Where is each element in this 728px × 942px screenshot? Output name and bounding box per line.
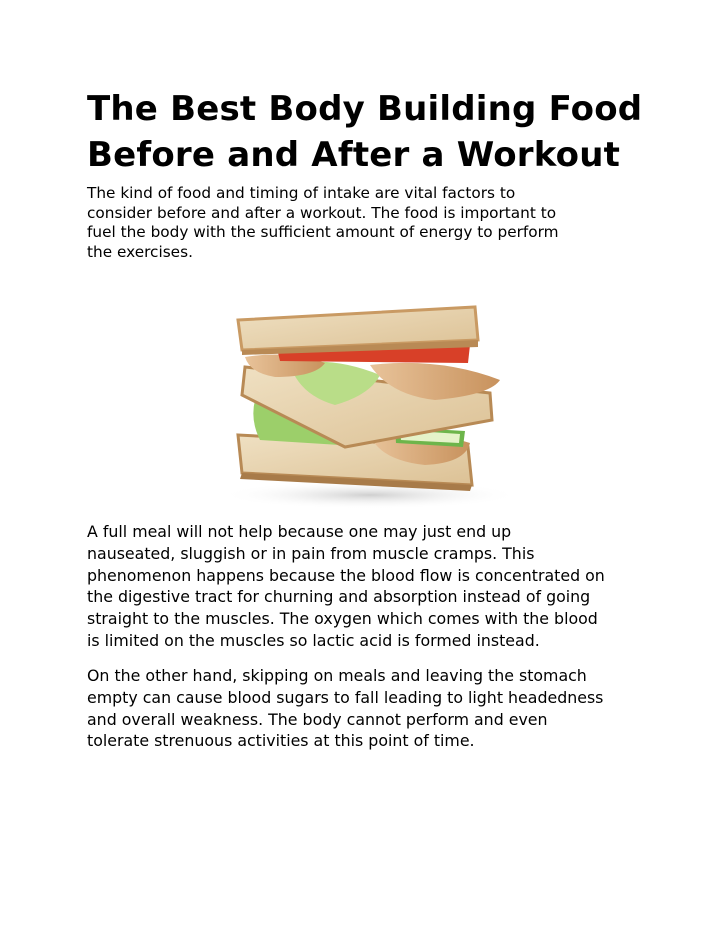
- paragraph-line: On the other hand, skipping on meals and leaving the stomach: [87, 666, 587, 685]
- title-line: Before and After a Workout: [87, 135, 621, 175]
- paragraph-line: consider before and after a workout. The food is important to: [87, 203, 557, 222]
- paragraph-line: The kind of food and timing of intake are vital factors to: [87, 184, 516, 202]
- paragraph-line: the digestive tract for churning and absorption instead of going: [87, 587, 591, 607]
- paragraph-line: and overall weakness. The body cannot perform and even: [87, 709, 548, 729]
- paragraph-line: fuel the body with the sufficient amount of energy to perform: [87, 223, 559, 242]
- paragraph-line: is limited on the muscles so lactic acid is formed instead.: [87, 630, 540, 650]
- body-paragraph: [87, 521, 657, 652]
- paragraph-line: empty can cause blood sugars to fall leading to light headedness: [87, 687, 604, 707]
- paragraph-line: tolerate strenuous activities at this point of time.: [87, 731, 475, 751]
- paragraph-line: nauseated, sluggish or in pain from muscle cramps. This: [87, 543, 535, 563]
- title-line: The Best Body Building Food: [87, 89, 643, 129]
- intro-paragraph: [87, 184, 657, 262]
- body-paragraph: [87, 665, 657, 752]
- page-title: [87, 86, 687, 178]
- paragraph-line: straight to the muscles. The oxygen which comes with the blood: [87, 609, 598, 629]
- sandwich-image: [220, 295, 520, 510]
- paragraph-line: phenomenon happens because the blood flow is concentrated on: [87, 565, 605, 585]
- paragraph-line: A full meal will not help because one may just end up: [87, 522, 512, 541]
- paragraph-line: the exercises.: [87, 242, 193, 261]
